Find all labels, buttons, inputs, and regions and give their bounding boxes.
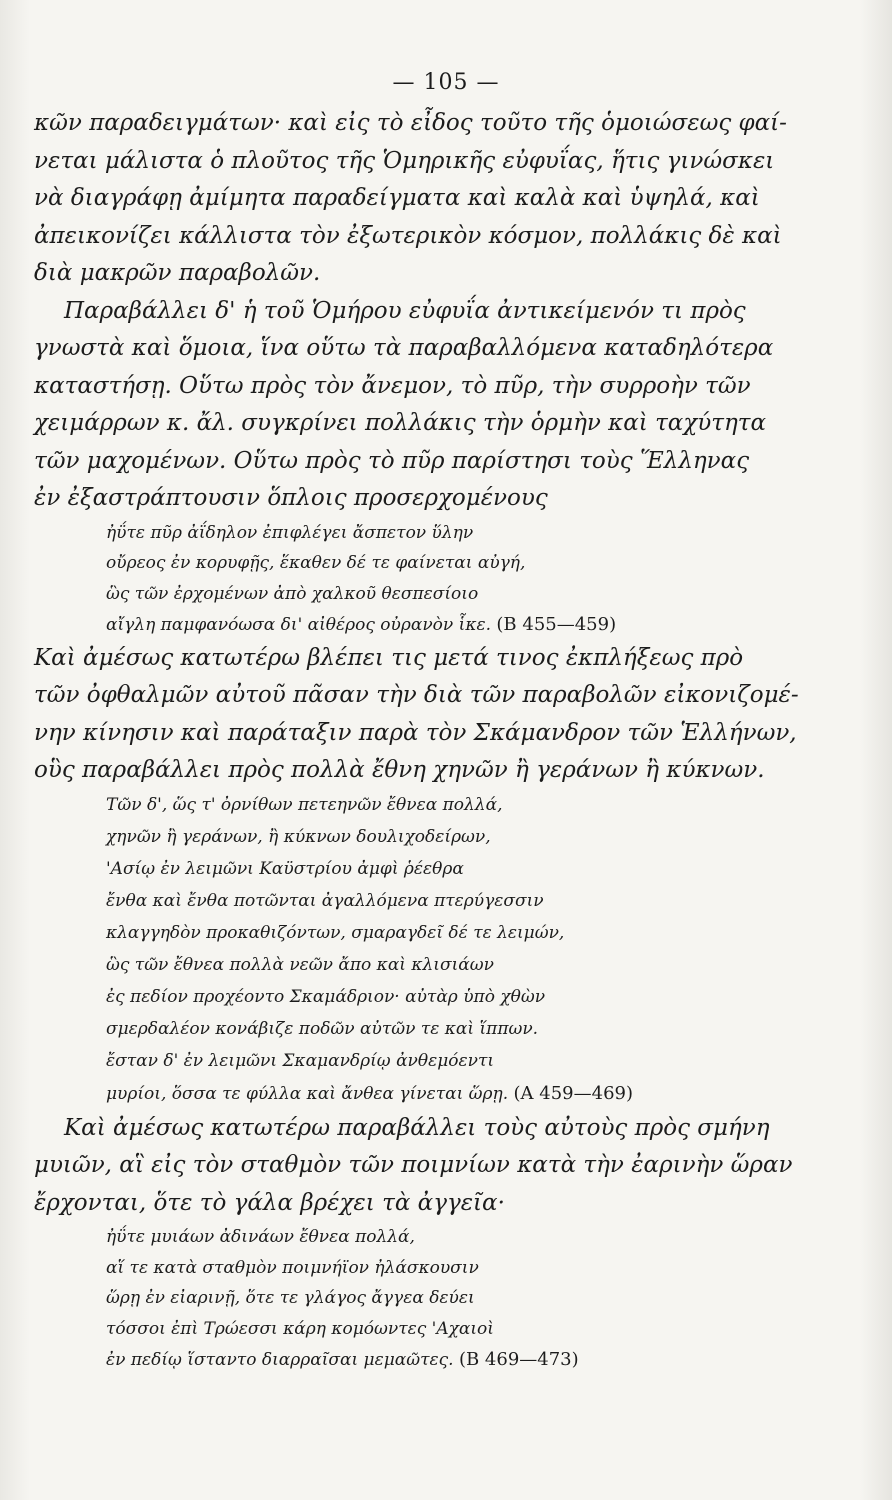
verse-line: ἔνθα καὶ ἔνθα ποτῶνται ἀγαλλόμενα πτερύγεσσιν (106, 890, 544, 911)
verse-text: ἐν πεδίῳ ἵσταντο διαρραῖσαι μεμαῶτες. (106, 1350, 454, 1370)
verse-reference: (Α 459—469) (513, 1082, 634, 1104)
text-line: νην κίνησιν καὶ παράταξιν παρὰ τὸν Σκάμανδρον τῶν Ἑλλήνων, (34, 719, 797, 746)
verse-line: οὔρεος ἐν κορυφῇς, ἕκαθεν δέ τε φαίνεται αὐγή, (106, 553, 526, 573)
verse-line: ἠΰτε μυιάων ἀδινάων ἔθνεα πολλά, (106, 1227, 415, 1247)
verse-reference: (Β 455—459) (496, 614, 617, 635)
verse-line (34, 1082, 742, 1117)
text-line: ἐν ἐξαστράπτουσιν ὅπλοις προσερχομένους (34, 485, 548, 511)
verse-line: Τῶν δ', ὥς τ' ὀρνίθων πετεηνῶν ἔθνεα πολλά, (106, 794, 503, 815)
text-line: Καὶ ἀμέσως κατωτέρω βλέπει τις μετά τινος ἐκπλήξεως πρὸ (34, 644, 744, 671)
verse-line (34, 1351, 742, 1382)
text-line: Παραβάλλει δ' ἡ τοῦ Ὁμήρου εὐφυΐα ἀντικείμενόν τι πρὸς (64, 297, 746, 324)
page-body (34, 110, 799, 1382)
text-line: ἔρχονται, ὅτε τὸ γάλα βρέχει τὰ ἀγγεῖα· (34, 1189, 505, 1216)
text-line: μυιῶν, αἳ εἰς τὸν σταθμὸν τῶν ποιμνίων κατὰ τὴν ἐαρινὴν ὥραν (34, 1152, 793, 1178)
text-line: καταστήσῃ. Οὕτω πρὸς τὸν ἄνεμον, τὸ πῦρ, τὴν συρροὴν τῶν (34, 372, 751, 399)
text-line: κῶν παραδειγμάτων· καὶ εἰς τὸ εἶδος τοῦτο τῆς ὁμοιώσεως φαί- (34, 110, 787, 136)
text-line: ἀπεικονίζει κάλλιστα τὸν ἐξωτερικὸν κόσμον, πολλάκις δὲ καὶ (34, 222, 782, 249)
page-number: — 105 — (392, 70, 500, 95)
verse-line: ὣς τῶν ἔθνεα πολλὰ νεῶν ἄπο καὶ κλισιάων (106, 954, 494, 975)
verse-reference: (Β 469—473) (458, 1349, 579, 1370)
verse-line: χηνῶν ἢ γεράνων, ἢ κύκνων δουλιχοδείρων, (106, 826, 491, 847)
verse-text: μυρίοι, ὅσσα τε φύλλα καὶ ἄνθεα γίνεται ὥρῃ. (106, 1083, 509, 1104)
text-line: νὰ διαγράφῃ ἀμίμητα παραδείγματα καὶ καλὰ καὶ ὑψηλά, καὶ (34, 185, 760, 211)
verse-line: αἵ τε κατὰ σταθμὸν ποιμνήϊον ἠλάσκουσιν (106, 1257, 479, 1278)
verse-line: ἠΰτε πῦρ ἀΐδηλον ἐπιφλέγει ἄσπετον ὕλην (106, 522, 474, 543)
text-line: διὰ μακρῶν παραβολῶν. (34, 260, 321, 286)
verse-line: ὣς τῶν ἐρχομένων ἀπὸ χαλκοῦ θεσπεσίοιο (106, 583, 479, 604)
text-line: τῶν ὀφθαλμῶν αὐτοῦ πᾶσαν τὴν διὰ τῶν παραβολῶν εἰκονιζομέ- (34, 682, 799, 708)
text-line: Καὶ ἀμέσως κατωτέρω παραβάλλει τοὺς αὐτοὺς πρὸς σμήνη (64, 1114, 770, 1141)
verse-line: τόσσοι ἐπὶ Τρώεσσι κάρη κομόωντες 'Αχαιοὶ (106, 1318, 494, 1339)
verse-line (34, 616, 742, 647)
verse-line: ἔσταν δ' ἐν λειμῶνι Σκαμανδρίῳ ἀνθεμόεντι (106, 1050, 495, 1071)
text-line: γνωστὰ καὶ ὅμοια, ἵνα οὕτω τὰ παραβαλλόμενα καταδηλότερα (34, 335, 774, 361)
text-line: νεται μάλιστα ὁ πλοῦτος τῆς Ὁμηρικῆς εὐφυΐας, ἥτις γινώσκει (34, 147, 775, 174)
verse-line: σμερδαλέον κονάβιζε ποδῶν αὐτῶν τε καὶ ἵππων. (106, 1018, 539, 1039)
verse-line: ὥρῃ ἐν εἰαρινῇ, ὅτε τε γλάγος ἄγγεα δεύει (106, 1288, 475, 1308)
text-line: χειμάρρων κ. ἄλ. συγκρίνει πολλάκις τὴν ὁρμὴν καὶ ταχύτητα (34, 410, 767, 436)
text-line: οὓς παραβάλλει πρὸς πολλὰ ἔθνη χηνῶν ἢ γεράνων ἢ κύκνων. (34, 757, 765, 783)
verse-line: ἐς πεδίον προχέοντο Σκαμάδριον· αὐτὰρ ὑπὸ χθὼν (106, 986, 546, 1007)
verse-text: αἴγλη παμφανόωσα δι' αἰθέρος οὐρανὸν ἷκε. (106, 615, 491, 635)
verse-line: 'Ασίῳ ἐν λειμῶνι Καϋστρίου ἀμφὶ ῥέεθρα (106, 858, 464, 879)
text-line: τῶν μαχομένων. Οὕτω πρὸς τὸ πῦρ παρίστησι τοὺς Ἕλληνας (34, 447, 750, 474)
verse-line: κλαγγηδὸν προκαθιζόντων, σμαραγδεῖ δέ τε λειμών, (106, 922, 565, 943)
